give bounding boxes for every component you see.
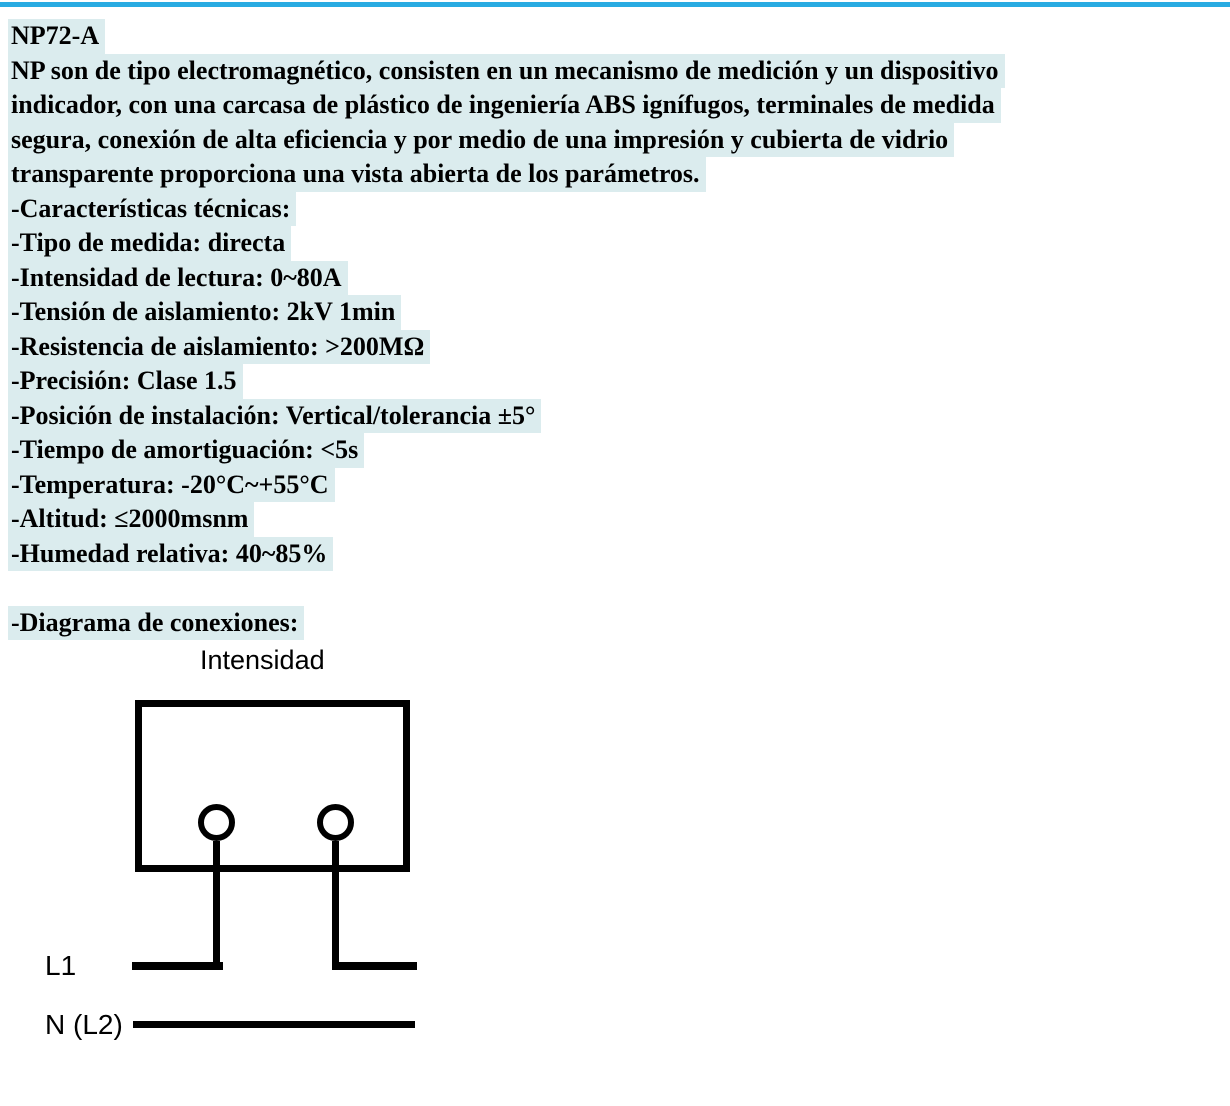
spec-line [8,192,1222,227]
neutral-wire [133,1021,415,1028]
meter-box [135,700,410,872]
spec-line-text: -Temperatura: -20°C~+55°C [8,468,335,503]
datasheet-text [8,19,1222,640]
model-title [8,19,1222,54]
spec-line [8,537,1222,572]
l1-wire-label: L1 [45,950,77,981]
diagram-heading [8,606,1222,641]
spec-line [8,295,1222,330]
neutral-wire-label: N (L2) [45,1009,123,1040]
blank-line [8,571,1222,606]
spec-line-text: -Tipo de medida: directa [8,226,291,261]
meter-terminal-left [198,804,235,841]
description-line [8,157,1222,192]
meter-terminal-right [317,804,354,841]
l1-wire-left-segment [132,962,223,970]
spec-line [8,261,1222,296]
spec-line-text: -Características técnicas: [8,192,296,227]
connection-diagram [0,640,1230,1106]
spec-line-text: -Tiempo de amortiguación: <5s [8,433,364,468]
spec-line [8,502,1222,537]
description-line-text: NP son de tipo electromagnético, consisten en un mecanismo de medición y un dispositivo [8,54,1005,89]
spec-line-text: -Tensión de aislamiento: 2kV 1min [8,295,401,330]
description-line [8,88,1222,123]
description-line-text: segura, conexión de alta eficiencia y por medio de una impresión y cubierta de vidrio [8,123,954,158]
diagram-heading-text: -Diagrama de conexiones: [8,606,304,641]
spec-line [8,226,1222,261]
spec-line-text: -Humedad relativa: 40~85% [8,537,333,572]
description-line [8,54,1222,89]
model-title-text: NP72-A [8,19,105,54]
spec-line-text: -Precisión: Clase 1.5 [8,364,243,399]
spec-line [8,468,1222,503]
terminal-lead-right [332,841,339,970]
l1-wire-right-segment [332,962,417,970]
meter-label: Intensidad [200,645,325,675]
spec-line [8,399,1222,434]
description-line [8,123,1222,158]
spec-line [8,330,1222,365]
spec-line-text: -Altitud: ≤2000msnm [8,502,254,537]
spec-line-text: -Resistencia de aislamiento: >200MΩ [8,330,430,365]
description-line-text: indicador, con una carcasa de plástico de ingeniería ABS ignífugos, terminales de medida [8,88,1001,123]
spec-line-text: -Posición de instalación: Vertical/tolerancia ±5° [8,399,541,434]
spec-line [8,433,1222,468]
spec-line [8,364,1222,399]
top-divider [0,2,1230,7]
description-line-text: transparente proporciona una vista abierta de los parámetros. [8,157,706,192]
spec-line-text: -Intensidad de lectura: 0~80A [8,261,348,296]
terminal-lead-left [213,841,220,970]
